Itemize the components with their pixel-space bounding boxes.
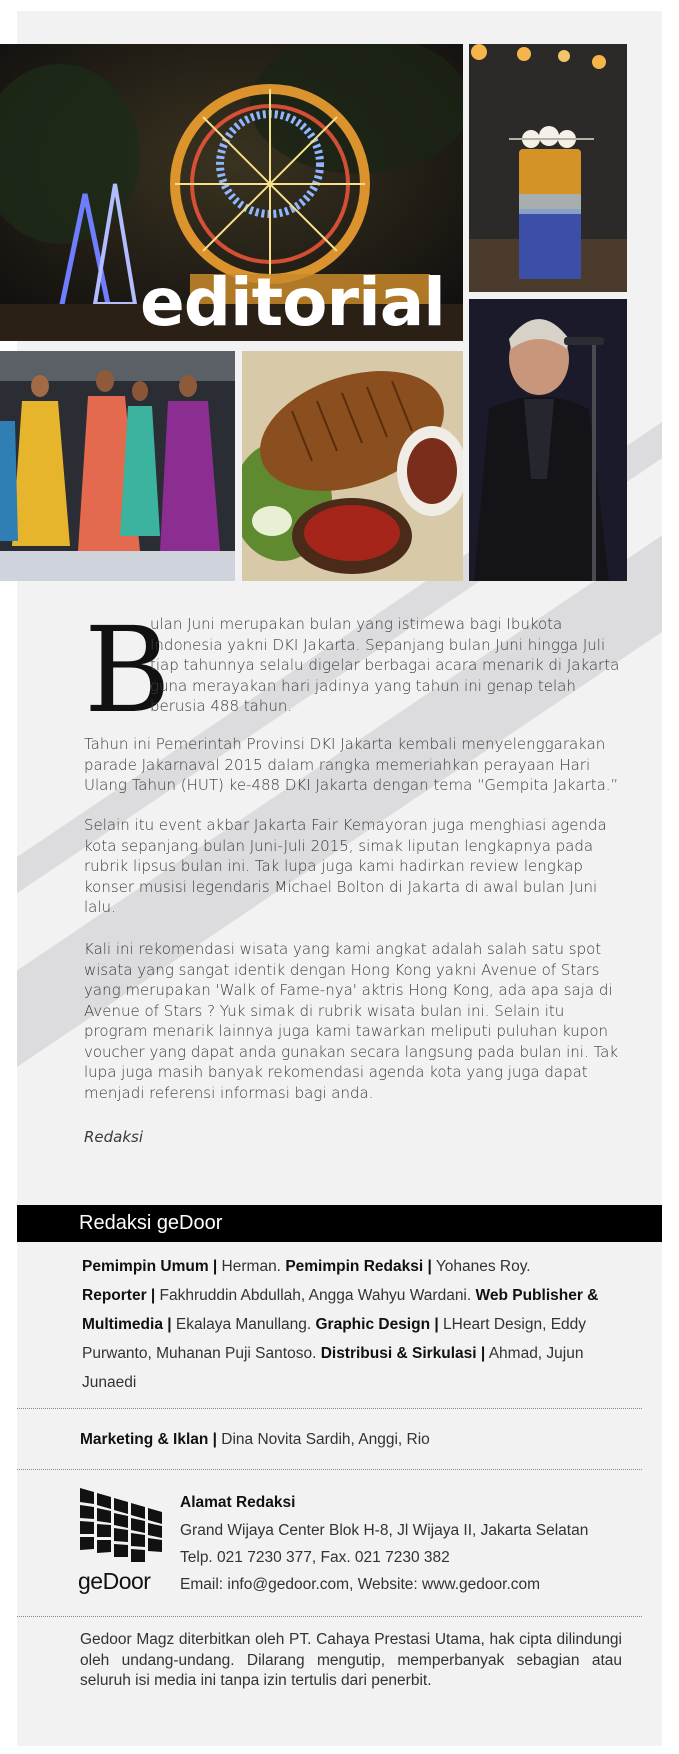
- credit-role: Reporter |: [82, 1287, 156, 1304]
- credit-names: Fakhruddin Abdullah, Angga Wahyu Wardani.: [155, 1287, 476, 1304]
- credit-role: Pemimpin Umum |: [82, 1258, 218, 1275]
- article-paragraph-3: Selain itu event akbar Jakarta Fair Kemayoran juga menghiasi agenda kota sepanjang bulan Juni-Juli 2015, simak liputan lengkapnya pada rubrik lipsus bulan ini. Tak lupa juga kami hadirkan review lengkap konser musisi legendaris Michael Bolton di Jakarta di awal bulan Juni lalu.: [84, 816, 607, 916]
- credit-names: Herman.: [217, 1258, 286, 1275]
- credit-role: Pemimpin Redaksi |: [285, 1258, 432, 1275]
- credit-names: Ekalaya Manullang.: [171, 1316, 316, 1333]
- dotted-divider: [17, 1469, 642, 1470]
- fashion-runway-photo: [0, 351, 235, 581]
- editorial-title: editorial: [140, 264, 445, 341]
- article-paragraph-4: Kali ini rekomendasi wisata yang kami angkat adalah salah satu spot wisata yang sangat identik dengan Hong Kong yakni Avenue of Stars yang merupakan 'Walk of Fame-nya' aktris Hong Kong, ada apa saja di Avenue of Stars ? Yuk simak di rubrik wisata bulan ini. Selain itu program menarik lainnya juga kami tawarkan meliputi puluhan kupon voucher yang dapat anda gunakan secara langsung pada bulan ini. Tak lupa juga masih banyak rekomendasi agenda kota yang juga dapat menjadi referensi informasi bagi anda.: [84, 940, 619, 1102]
- credit-role: Distribusi & Sirkulasi |: [320, 1345, 486, 1362]
- address-contact: Email: info@gedoor.com, Website: www.gedoor.com: [180, 1576, 541, 1593]
- credit-names: Dina Novita Sardih, Anggi, Rio: [216, 1431, 430, 1448]
- credit-role: Graphic Design |: [315, 1316, 439, 1333]
- logo-wordmark: geDoor: [78, 1568, 151, 1594]
- address-phone: Telp. 021 7230 377, Fax. 021 7230 382: [180, 1549, 450, 1566]
- banner-title: Redaksi geDoor: [79, 1212, 223, 1234]
- marketing-credit: [80, 1425, 640, 1454]
- article-paragraph-1: ulan Juni merupakan bulan yang istimewa bagi Ibukota Indonesia yakni DKI Jakarta. Sepanjang bulan Juni hingga Juli tiap tahunnya selalu digelar berbagai acara menarik di Jakarta guna merayakan hari jadinya yang tahun ini genap telah berusia 488 tahun.: [150, 615, 620, 715]
- credit-names: Yohanes Roy.: [431, 1258, 531, 1275]
- address-street: Grand Wijaya Center Blok H-8, Jl Wijaya II, Jakarta Selatan: [180, 1522, 589, 1539]
- dotted-divider: [17, 1408, 642, 1409]
- staff-banner: [17, 1205, 662, 1242]
- dotted-divider: [17, 1616, 642, 1617]
- credit-role: Marketing & Iklan |: [80, 1431, 217, 1448]
- article-signature: Redaksi: [84, 1128, 144, 1146]
- gedoor-logo: [78, 1488, 170, 1594]
- copyright-notice: Gedoor Magz diterbitkan oleh PT. Cahaya Prestasi Utama, hak cipta dilindungi oleh undang-undang. Dilarang mengutip, memperbanyak sebagian atau seluruh isi media ini tanpa izin tertulis dari penerbit.: [80, 1631, 622, 1689]
- fried-fish-photo: [242, 351, 463, 581]
- staff-credits: [82, 1252, 642, 1397]
- article-paragraph-2: Tahun ini Pemerintah Provinsi DKI Jakarta kembali menyelenggarakan parade Jakarnaval 2015 dalam rangka memeriahkan perayaan Hari Ulang Tahun (HUT) ke-488 DKI Jakarta dengan tema “Gempita Jakarta.”: [84, 735, 619, 794]
- cocktail-photo: [469, 44, 627, 292]
- credit-role: Web Publisher & Multimedia |: [82, 1287, 599, 1333]
- dropcap-letter: B: [84, 601, 171, 739]
- singer-photo: [469, 299, 627, 581]
- credit-names: Ahmad, Jujun Junaedi: [82, 1345, 584, 1391]
- address-heading: Alamat Redaksi: [180, 1494, 296, 1511]
- credit-names: LHeart Design, Eddy Purwanto, Muhanan Puji Santoso.: [82, 1316, 587, 1362]
